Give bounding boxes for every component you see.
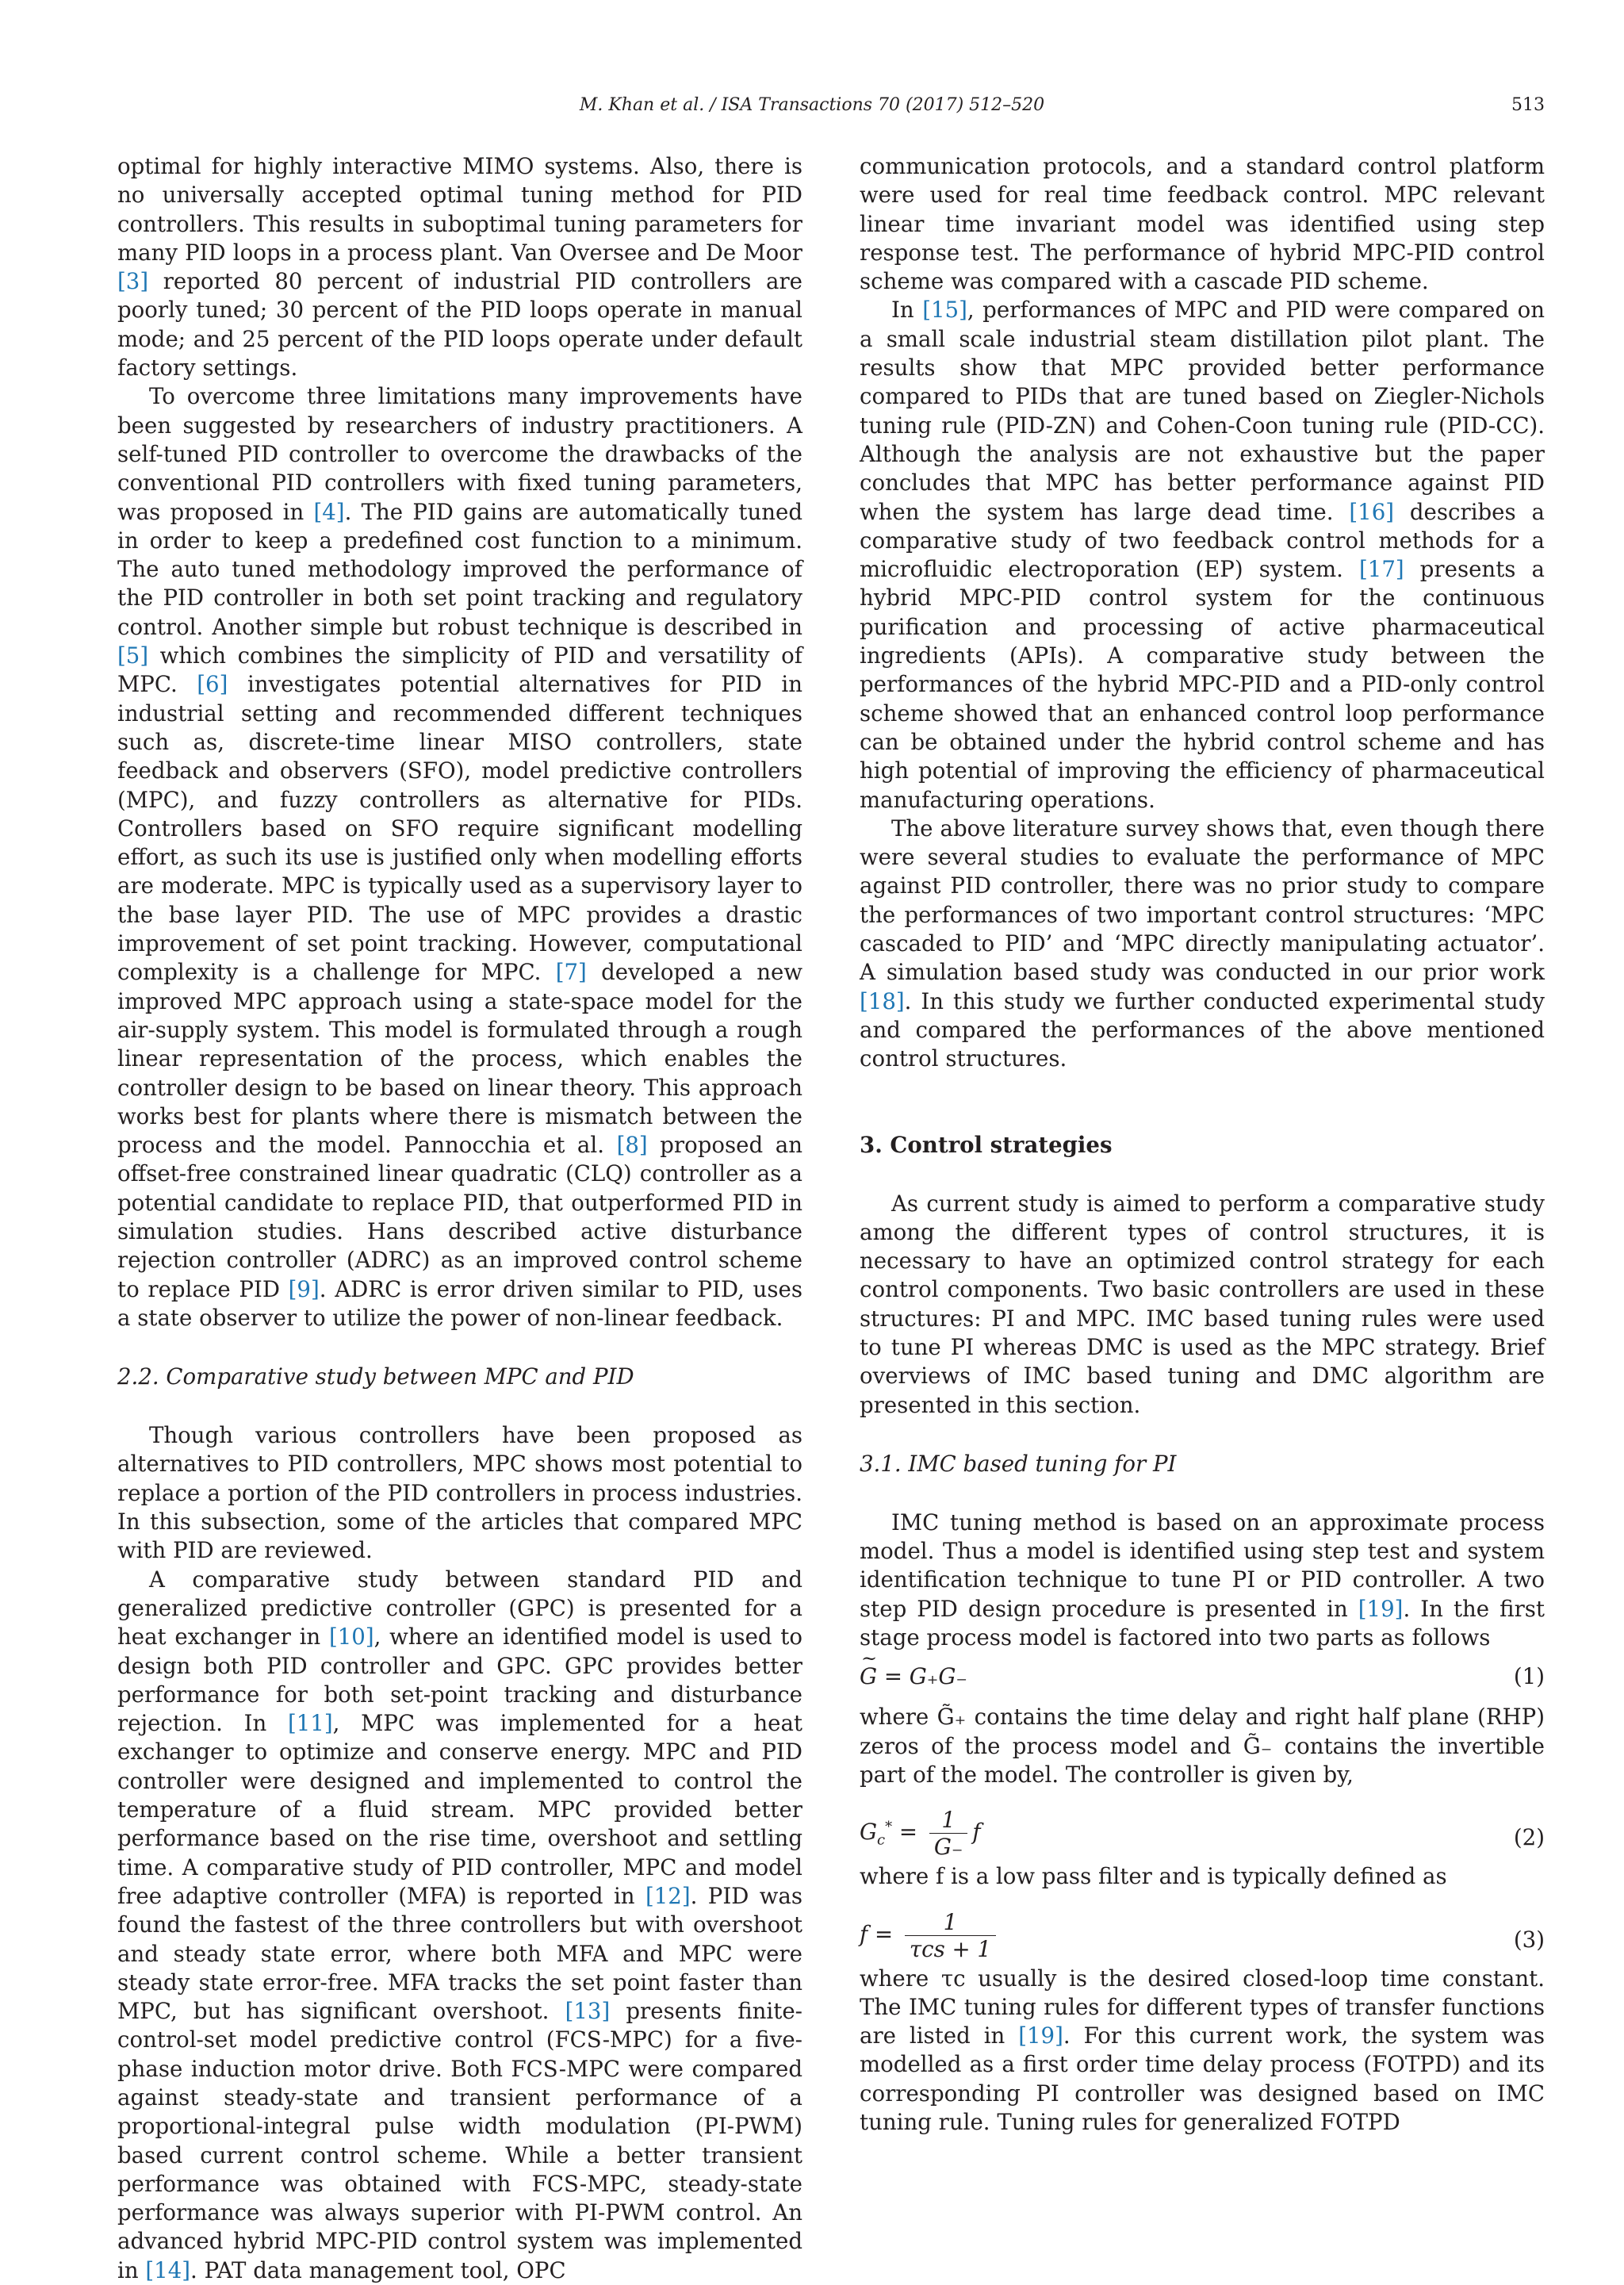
paragraph: where G̃₊ contains the time delay and right half plane (RHP) zeros of the process model and G̃₋ contains the invertible part of the model. The controller is given by, <box>860 1704 1545 1788</box>
citation-link[interactable]: [16] <box>1349 498 1395 525</box>
running-head: M. Khan et al. / ISA Transactions 70 (2017) 512–520 <box>579 95 1045 115</box>
citation-link[interactable]: [8] <box>616 1132 648 1159</box>
equation-number: (2) <box>1513 1824 1545 1851</box>
paragraph: where f is a low pass filter and is typically defined as <box>860 1863 1447 1890</box>
citation-link[interactable]: [15] <box>922 297 967 324</box>
citation-link[interactable]: [3] <box>117 268 149 295</box>
citation-link[interactable]: [19] <box>1018 2022 1063 2049</box>
section-heading: 3. Control strategies <box>860 1131 1113 1158</box>
paragraph: As current study is aimed to perform a comparative study among the different types of control structures, it is necessary to have an optimized control strategy for each control components. Two basic controllers are used in these structures: PI and MPC. IMC based tuning rules were used to tune PI whereas DMC is used as the MPC strategy. Brief overviews of IMC based tuning and DMC algorithm are presented in this section. <box>860 1190 1545 1418</box>
paragraph: where τc usually is the desired closed-loop time constant. The IMC tuning rules for different types of transfer functions are listed in [19]. For this current work, the system was modelled as a first order time delay process (FOTPD) and its corresponding PI controller was designed based on IMC tuning rule. Tuning rules for generalized FOTPD <box>860 1965 1545 2136</box>
subsection-heading: 3.1. IMC based tuning for PI <box>860 1450 1177 1477</box>
citation-link[interactable]: [9] <box>288 1275 320 1302</box>
paragraph: The above literature survey shows that, even though there were several studies to evaluate the performance of MPC against PID controller, there was no prior study to compare the performances of two important control structures: ‘MPC cascaded to PID’ and ‘MPC directly manipulating actuator’. A simulation based study was conducted in our prior work [18]. In this study we further conducted experimental study and compared the performances of the above mentioned control structures. <box>860 815 1545 1072</box>
paragraph: To overcome three limitations many improvements have been suggested by researchers of industry practitioners. A self-tuned PID controller to overcome the drawbacks of the conventional PID controllers with fixed tuning parameters, was proposed in [4]. The PID gains are automatically tuned in order to keep a predefined cost function to a minimum. The auto tuned methodology improved the performance of the PID controller in both set point tracking and regulatory control. Another simple but robust technique is described in [5] which combines the simplicity of PID and versatility of MPC. [6] investigates potential alternatives for PID in industrial setting and recommended different techniques such as, discrete-time linear MISO controllers, state feedback and observers (SFO), model predictive controllers (MPC), and fuzzy controllers as alternative for PIDs. Controllers based on SFO require significant modelling effort, as such its use is justified only when modelling efforts are moderate. MPC is typically used as a supervisory layer to the base layer PID. The use of MPC provides a drastic improvement of set point tracking. However, computational complexity is a challenge for MPC. [7] developed a new improved MPC approach using a state-space model for the air-supply system. This model is formulated through a rough linear representation of the process, which enables the controller design to be based on linear theory. This approach works best for plants where there is mismatch between the process and the model. Pannocchia et al. [8] proposed an offset-free constrained linear quadratic (CLQ) controller as a potential candidate to replace PID, that outperformed PID in simulation studies. Hans described active disturbance rejection controller (ADRC) as an improved control scheme to replace PID [9]. ADRC is error driven similar to PID, uses a state observer to utilize the power of non-linear feedback. <box>117 383 803 1331</box>
citation-link[interactable]: [11] <box>287 1710 333 1737</box>
paragraph: IMC tuning method is based on an approximate process model. Thus a model is identified using step test and system identification technique to tune PI or PID controller. A two step PID design procedure is presented in [19]. In the first stage process model is factored into two parts as follows <box>860 1509 1545 1651</box>
subsection-heading: 2.2. Comparative study between MPC and PID <box>117 1363 634 1390</box>
equation-2: $G_c^*$ = $\frac{1}{G_-}$ f (2) <box>860 1807 1545 1861</box>
citation-link[interactable]: [17] <box>1359 556 1404 583</box>
page-number: 513 <box>1511 95 1545 115</box>
citation-link[interactable]: [4] <box>313 498 345 525</box>
equation-number: (1) <box>1513 1663 1545 1690</box>
equation-3: f = $\frac{1}{\text{τcs + 1}}$ (3) <box>860 1908 1545 1962</box>
citation-link[interactable]: [6] <box>197 671 228 698</box>
citation-link[interactable]: [10] <box>328 1624 374 1650</box>
right-column <box>860 152 1545 2137</box>
citation-link[interactable]: [19] <box>1358 1595 1404 1622</box>
citation-link[interactable]: [13] <box>565 1998 611 2025</box>
citation-link[interactable]: [18] <box>860 987 905 1014</box>
paragraph: A comparative study between standard PID and generalized predictive controller (GPC) is presented for a heat exchanger in [10], where an identified model is used to design both PID controller and GPC. GPC provides better performance for both set-point tracking and disturbance rejection. In [11], MPC was implemented for a heat exchanger to optimize and conserve energy. MPC and PID controller were designed and implemented to control the temperature of a fluid stream. MPC provided better performance based on the rise time, overshoot and settling time. A comparative study of PID controller, MPC and model free adaptive controller (MFA) is reported in [12]. PID was found the fastest of the three controllers but with overshoot and steady state error, where both MFA and MPC were steady state error-free. MFA tracks the set point faster than MPC, but has significant overshoot. [13] presents finite-control-set model predictive control (FCS-MPC) for a five-phase induction motor drive. Both FCS-MPC were compared against steady-state and transient performance of a proportional-integral pulse width modulation (PI-PWM) based current control scheme. While a better transient performance was obtained with FCS-MPC, steady-state performance was always superior with PI-PWM control. An advanced hybrid MPC-PID control system was implemented in [14]. PAT data management tool, OPC <box>117 1566 803 2283</box>
equation-number: (3) <box>1513 1926 1545 1953</box>
paragraph: In [15], performances of MPC and PID were compared on a small scale industrial steam distillation pilot plant. The results show that MPC provided better performance compared to PIDs that are tuned based on Ziegler-Nichols tuning rule (PID-ZN) and Cohen-Coon tuning rule (PID-CC). Although the analysis are not exhaustive but the paper concludes that MPC has better performance against PID when the system has large dead time. [16] describes a comparative study of two feedback control methods for a microfluidic electroporation (EP) system. [17] presents a hybrid MPC-PID control system for the continuous purification and processing of active pharmaceutical ingredients (APIs). A comparative study between the performances of the hybrid MPC-PID and a PID-only control scheme showed that an enhanced control loop performance can be obtained under the hybrid control scheme and has high potential of improving the efficiency of pharmaceutical manufacturing operations. <box>860 297 1545 813</box>
paragraph: optimal for highly interactive MIMO systems. Also, there is no universally accepted optimal tuning method for PID controllers. This results in suboptimal tuning parameters for many PID loops in a process plant. Van Oversee and De Moor [3] reported 80 percent of industrial PID controllers are poorly tuned; 30 percent of the PID loops operate in manual mode; and 25 percent of the PID loops operate under default factory settings. <box>117 153 802 381</box>
left-column <box>117 152 802 2285</box>
citation-link[interactable]: [14] <box>145 2256 191 2283</box>
citation-link[interactable]: [7] <box>555 959 587 986</box>
citation-link[interactable]: [12] <box>645 1882 691 1909</box>
paragraph: Though various controllers have been proposed as alternatives to PID controllers, MPC shows most potential to replace a portion of the PID controllers in process industries. In this subsection, some of the articles that compared MPC with PID are reviewed. <box>117 1422 802 1564</box>
equation-1: ~ G = G₊G₋ (1) <box>860 1663 1545 1695</box>
paragraph: communication protocols, and a standard control platform were used for real time feedback control. MPC relevant linear time invariant model was identified using step response test. The performance of hybrid MPC-PID control scheme was compared with a cascade PID scheme. <box>860 153 1545 295</box>
citation-link[interactable]: [5] <box>117 642 149 669</box>
